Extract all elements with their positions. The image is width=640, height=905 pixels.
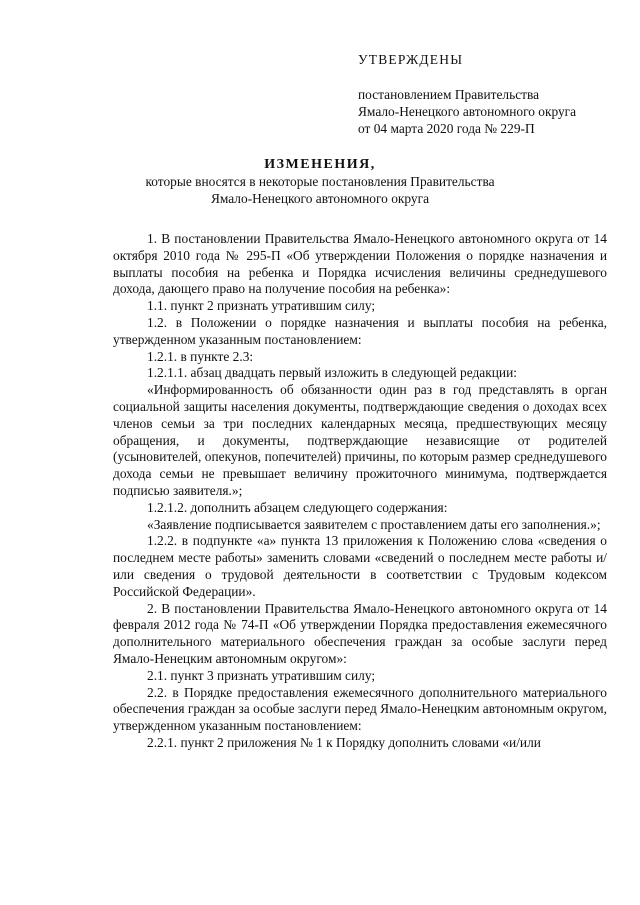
approval-line: от 04 марта 2020 года № 229-П — [358, 121, 535, 136]
paragraph: 2.2. в Порядке предоставления ежемесячного дополнительного материального обеспечения граждан за особые заслуги перед Ямало-Ненецким автономным округом, утвержденном указанным постановлением: — [113, 684, 607, 734]
paragraph: «Заявление подписывается заявителем с проставлением даты его заполнения.»; — [147, 516, 601, 532]
paragraph: 1.2.1. в пункте 2.3: — [147, 348, 254, 364]
paragraph: 1.2.2. в подпункте «а» пункта 13 приложения к Положению слова «сведения о последнем месте работы» заменить словами «сведений о последнем месте работы и/или сведения о трудовой деятельности в соответствии с Трудовым кодексом Российской Федерации». — [113, 533, 607, 599]
document-subtitle-line: Ямало-Ненецкого автономного округа — [210, 191, 430, 206]
paragraph: 2.2.1. пункт 2 приложения № 1 к Порядку дополнить словами «и/или — [147, 734, 541, 750]
paragraph: «Информированность об обязанности один раз в год представлять в орган социальной защиты населения документы, подтверждающие сведения о доходах всех членов семьи за три последних календарных месяца, предшествующих месяцу обращения, и документы, подтверждающие независящие от родителей (усыновителей, опекунов, попечителей) причины, по которым размер среднедушевого дохода семьи не превышает величину прожиточного минимума, подтверждается подписью заявителя.»; — [113, 382, 607, 498]
document-title-block — [0, 156, 640, 207]
approval-block — [358, 86, 630, 137]
paragraph: 1.2.1.1. абзац двадцать первый изложить в следующей редакции: — [147, 365, 517, 381]
paragraph: 1.1. пункт 2 признать утратившим силу; — [147, 298, 376, 314]
paragraph: 2. В постановлении Правительства Ямало-Ненецкого автономного округа от 14 февраля 2012 года № 74-П «Об утверждении Порядка предоставления ежемесячного дополнительного материального обеспечения граждан за особые заслуги перед Ямало-Ненецким автономным округом»: — [113, 600, 607, 666]
approval-heading: УТВЕРЖДЕНЫ — [358, 52, 464, 67]
approval-line: постановлением Правительства — [358, 87, 540, 102]
approval-line: Ямало-Ненецкого автономного округа — [358, 104, 577, 119]
paragraph: 1.2.1.2. дополнить абзацем следующего содержания: — [147, 499, 448, 515]
paragraph: 2.1. пункт 3 признать утратившим силу; — [147, 667, 376, 683]
document-body — [113, 231, 607, 752]
paragraph: 1. В постановлении Правительства Ямало-Ненецкого автономного округа от 14 октября 2010 года № 295-П «Об утверждении Положения о порядке назначения и выплаты пособия на ребенка и Порядка исчисления величины среднедушевого дохода, дающего право на получение пособия на ребенка»: — [113, 231, 607, 297]
document-subtitle-line: которые вносятся в некоторые постановления Правительства — [145, 174, 495, 189]
paragraph: 1.2. в Положении о порядке назначения и выплаты пособия на ребенка, утвержденном указанным постановлением: — [113, 314, 607, 347]
document-title: ИЗМЕНЕНИЯ, — [264, 157, 376, 172]
